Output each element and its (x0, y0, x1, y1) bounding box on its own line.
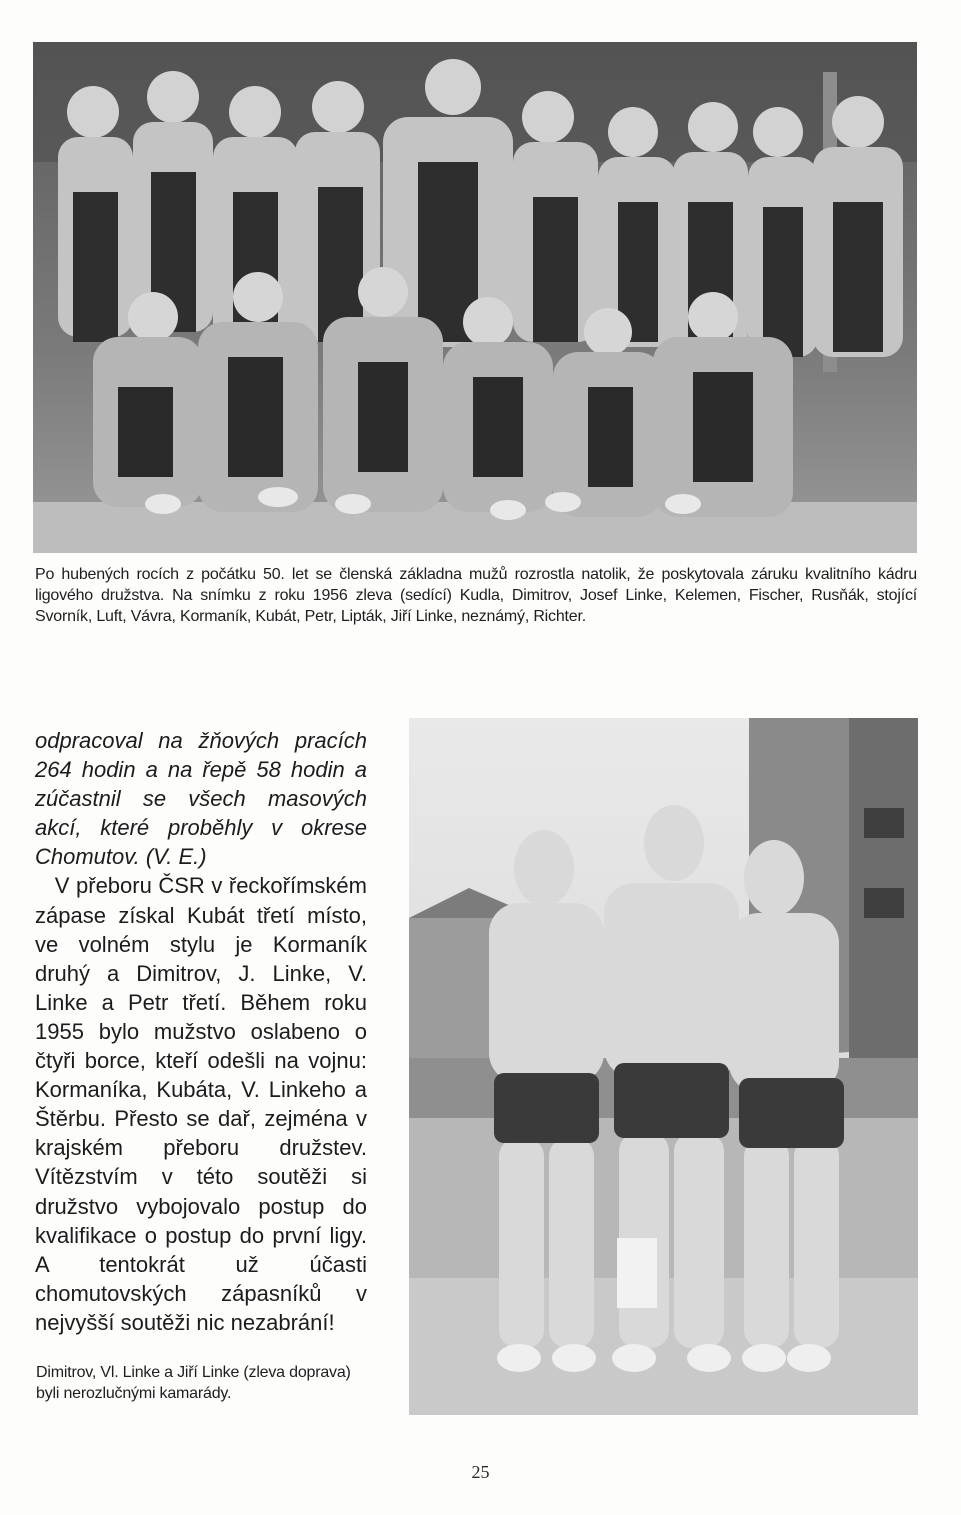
trio-photo-illustration (409, 718, 918, 1415)
top-photo-caption: Po hubených rocích z počátku 50. let se členská základna mužů rozrostla natolik, že poskytovala záruku kvalitního kádru ligového družstva. Na snímku z roku 1956 zleva (sedící) Kudla, Dimitrov, Josef Linke, Kelemen, Fischer, Rusňák, stojící Svorník, Luft, Vávra, Kormaník, Kubát, Petr, Lipták, Jiří Linke, neznámý, Richter. (35, 566, 917, 625)
article-body (35, 726, 367, 1337)
team-photo-illustration (33, 42, 917, 553)
bottom-photo-caption: Dimitrov, Vl. Linke a Jiří Linke (zleva doprava) byli nerozlučnými kamarády. (36, 1364, 351, 1402)
page-number: 25 (471, 1462, 490, 1482)
body-paragraph-1: odpracoval na žňových pracích 264 hodin a na řepě 58 hodin a zúčastnil se všech masových akcí, které proběhly v okrese Chomutov. (V. E.) (35, 728, 367, 870)
team-photo-1956 (33, 42, 917, 553)
body-paragraph-2: V přeboru ČSR v řeckořímském zápase získal Kubát třetí místo, ve volném stylu je Kormaník druhý a Dimitrov, J. Linke, V. Linke a Petr třetí. Během roku 1955 bylo mužstvo oslabeno o čtyři borce, kteří odešli na vojnu: Kormaníka, Kubáta, V. Linkeho a Štěrbu. Přesto se dař, zejména v krajském přeboru družstev. Vítězstvím v této soutěži si družstvo vybojovalo postup do kvalifikace o postup do první ligy. A tentokrát už účasti chomutovských zápasníků v nejvyšší soutěži nic nezabrání! (35, 873, 367, 1335)
trio-photo (409, 718, 918, 1415)
